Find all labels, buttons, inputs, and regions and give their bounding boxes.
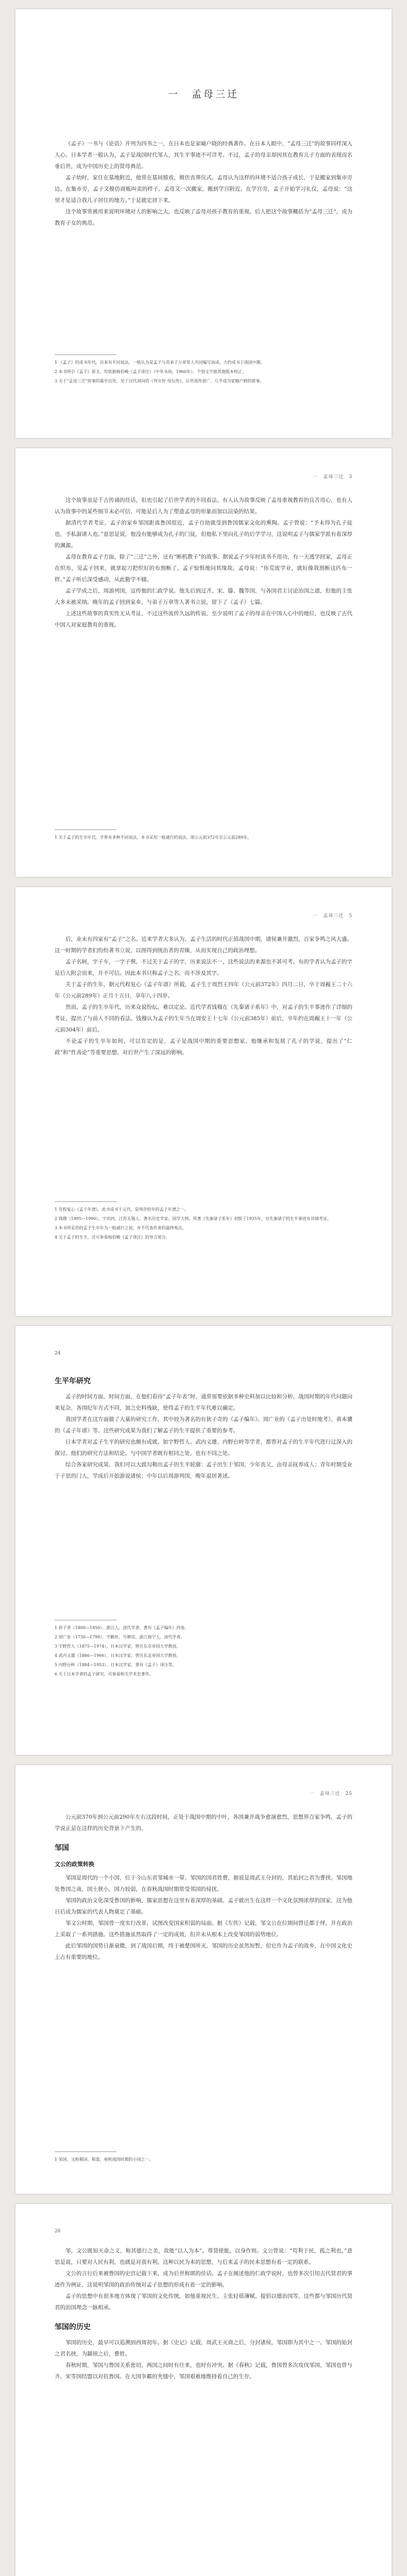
footnote: 6 关于日本学者的孟子研究，可参看相关学术史著作。 [55, 1672, 154, 1676]
page-5 [15, 1765, 392, 2194]
paragraph: 我国学者在这方面做了大量的研究工作，其中较为著名的有狄子奇的《孟子编年》、周广业的《孟子出处时地考》、黄本骥的《孟子年谱》等。这些研究成果为我们了解孟子的生平提供了重要的参考。 [55, 1416, 352, 1434]
paragraph: 这个故事常被用来说明环境对人的影响之大，也反映了孟母对孩子教育的重视。后人把这个故事概括为“孟母三迁”，成为教育子女的典范。 [55, 209, 352, 226]
paragraph: 邹，文公既知天命之义，称其德行之美，故能“以人为本”，尊贤使能，以身作则。文公曾说：“苟利于民，孤之利也。”意思是说，只要对人民有利，也就是对我有利。这种以民为本的思想，与后来孟子的民本思想有着一定的联系。 [55, 2248, 352, 2265]
paragraph: 孟子幼时，家住在墓地附近，他常在墓间嬉戏，模仿丧葬仪式。孟母认为这样的环境不适合孩子成长，于是搬家到集市旁边。在集市旁，孟子又模仿商贩叫卖的样子。孟母又一次搬家，搬到学宫附近。在学宫旁，孟子开始学习礼仪，孟母说：“这里才是适合我儿子居住的地方。”于是就定居下来。 [55, 175, 352, 204]
page-2-body [55, 495, 352, 631]
running-head: 一 孟母三迁 25 [309, 1791, 352, 1797]
running-head: 一 孟母三迁 5 [313, 913, 352, 919]
page-5-body [55, 1811, 352, 1963]
footnotes [55, 1196, 352, 1243]
page-3 [15, 887, 392, 1316]
paragraph: 邹国的历史，最早可以追溯到西周初年。据《史记》记载，周武王灭商之后，分封诸侯，邹国即为其中之一。邹国的始封之君名挟，为颛顼之后，曹姓。 [55, 2340, 352, 2357]
paragraph: 邹国的政治文化深受鲁国的影响，儒家思想在这里有着深厚的基础。孟子就出生在这样一个文化氛围浓厚的国家，这为他日后成为儒家的代表人物奠定了基础。 [55, 1897, 352, 1915]
footnote: 2 本书所引《孟子》原文，均依据杨伯峻《孟子译注》（中华书局，1960年），个别文字据其他版本校正。 [55, 369, 246, 374]
paragraph: 孟子的思想中有很多地方体现了邹国的文化传统，如他重视民生、主张轻徭薄赋、提倡以德治国等，这些都与邹国历代贤君的治国理念一脉相承。 [55, 2293, 352, 2311]
footnote: 1 见程复心《孟子年谱》，此书成书于元代，是现存较早的孟子年谱之一。 [55, 1207, 189, 1212]
section-heading: 邹国 [55, 1844, 69, 1852]
footnotes [55, 824, 352, 843]
paragraph: 邹文公时期，邹国曾一度实行改革，试图改变国家积弱的局面。据《左传》记载，邹文公在位期间曾迁都于绎，并在政治上采取了一系列措施。这些措施虽然取得了一定的成效，但并未从根本上改变邹国的弱势地位。 [55, 1920, 352, 1938]
footnote-divider [55, 2151, 116, 2152]
footnote-divider [55, 829, 116, 830]
footnote: 2 周广业（1730—1798），字勤补，号耕厓，浙江海宁人，清代学者。 [55, 1635, 185, 1639]
paragraph: 后，业未有四家有“孟子”之名。近来学者大多认为，孟子生活的时代正值战国中期，诸侯兼并激烈，百家争鸣之风大盛。这一时期的学者们纷纷著书立说，以图得到统治者的青睐，从而实现自己的政治理想。 [55, 936, 352, 954]
paragraph: 《孟子》一书与《论语》并列为四书之一，在日本也是家喻户晓的经典著作。在日本人眼中，“孟母三迁”的故事同样深入人心。日本学者一般认为，孟子是战国时代邹人，其生平事迹不可详考。不过，孟子的母亲却因其在教育儿子方面的表现而名垂后世，成为中国历史上的贤母典范。 [55, 141, 352, 170]
footnote: 1 关于孟子的生卒年代，学界有多种不同说法，本书采用一般通行的说法，即公元前372年至公元前289年。 [55, 835, 252, 840]
paragraph: 春秋时期，邹国与鲁国关系密切，两国之间时有往来，也时有冲突。据《春秋》记载，鲁国曾多次攻伐邹国，邹国也曾与齐、宋等国结盟以对抗鲁国。在大国争霸的夹缝中，邹国艰难地维持着自己的生存。 [55, 2362, 352, 2380]
paragraph: 日本学者对孟子生平的研究也颇有成就。如宇野哲人、武内义雄、内野台岭等学者，都曾对孟子的生平年代进行过深入的探讨。他们的研究方法和结论，与中国学者既有相同之处，也有不同之处。 [55, 1439, 352, 1456]
footnotes [55, 349, 352, 387]
footnote: 4 武内义雄（1886—1966），日本汉学家，曾任东北帝国大学教授。 [55, 1653, 181, 1658]
footnote-divider [55, 1201, 116, 1202]
paragraph: 孟子学成之后，周游列国，宣传他的仁政学说。他先后到过齐、宋、滕、魏等国，与各国君主讨论治国之道，但他的主张大多未被采纳。晚年的孟子回到家乡，与弟子万章等人著书立说，留下了《孟子》七篇。 [55, 588, 352, 605]
footnotes [55, 2146, 352, 2165]
page-1 [15, 9, 392, 438]
paragraph: 不论孟子的生卒年如何，可以肯定的是，孟子是战国中期的重要思想家，他继承和发展了孔子的学说，提出了“仁政”和“性善论”等重要思想，对后世产生了深远的影响。 [55, 1038, 352, 1056]
footnote: 2 钱穆（1895—1990），字宾四，江苏无锡人，著名历史学家、国学大师。所著《先秦诸子系年》初版于1935年，对先秦诸子的生平事迹有详细考证。 [55, 1216, 331, 1221]
page-1-body [55, 138, 352, 229]
page-number: 24 [55, 1351, 61, 1356]
footnote: 3 宇野哲人（1875—1974），日本汉学家，曾任东京帝国大学教授。 [55, 1644, 181, 1649]
footnote: 3 关于“孟母三迁”故事的最早出处，见于汉代刘向的《列女传·母仪传》，后世流传甚广，几乎成为家喻户晓的故事。 [55, 379, 264, 383]
paragraph: 公元前370年到公元前290年左右这段时间，正处于战国中期的中叶，各国兼并战争愈演愈烈，思想界百家争鸣，孟子的学说正是在这样的历史背景下产生的。 [55, 1814, 352, 1832]
paragraph: 关于孟子的生年，据元代程复心《孟子年谱》所载，孟子生于周烈王四年（公元前372年）四月二日，卒于周赧王二十六年（公元前289年）正月十五日，享年八十四岁。 [55, 981, 352, 999]
page-6-body [55, 2245, 352, 2382]
paragraph: 孟子的时间方面，时间方面，在他们看待“孟子年表”时，通常需要依据多种史料加以比较和分析。战国时期的年代问题向来复杂，各国纪年方式不同，加之史料残缺，使得孟子的生平年代难以确定。 [55, 1394, 352, 1411]
paragraph: 邹国是周代的一个小国，位于今山东省邹城市一带。邹国的国君姓曹，据说是周武王分封的，其始封之君为曹挟。邹国地处鲁国之南，国土狭小，国力较弱，在春秋战国时期常受邻国的侵扰。 [55, 1875, 352, 1892]
footnote-divider [55, 354, 116, 355]
paragraph: 综合各家研究成果，我们可以大致勾勒出孟子的生平轮廓：孟子出生于邹国，少年丧父，由母亲抚养成人；青年时期受业于子思的门人，学成后开始游说诸侯；中年以后周游列国，晚年退居著述。 [55, 1462, 352, 1479]
paragraph: 此后邹国的国势日渐衰微，到了战国后期，终于被楚国所灭。邹国的历史虽然短暂，但它作为孟子的故乡，在中国文化史上占有重要的地位。 [55, 1943, 352, 1960]
section-heading: 邹国的历史 [55, 2323, 91, 2331]
footnote: 1 狄子奇（1800—1850），浙江人，清代学者，著有《孟子编年》四卷。 [55, 1625, 189, 1630]
footnote: 3 本书所采用的孟子生卒年为一般通行之说，并不代表作者的最终观点。 [55, 1226, 186, 1230]
paragraph: 孟母在教育孟子方面，除了“三迁”之外，还有“断机教子”的故事。据说孟子少年时读书不用功，有一天逃学回家，孟母正在织布，见孟子回来，就拿起刀把织好的布割断了。孟子惊惧地问其缘故，孟母说：“你荒废学业，就好像我割断这匹布一样。”孟子听后深受感动，从此勤学不辍。 [55, 554, 352, 583]
page-3-body [55, 934, 352, 1058]
paragraph: 上述这些故事的真实性无从考证，不过这些流传久远的传说，至少说明了孟子的母亲在中国人心中的地位，也反映了古代中国人对家庭教育的重视。 [55, 611, 352, 628]
page-number: 26 [55, 2229, 61, 2234]
paragraph: 文公的言行后来被鲁国的史官记载下来，成为后世称颂的佳话。孟子在阐述他的仁政学说时，也曾多次引用古代贤君的事迹作为例证，这说明邹国的政治传统对孟子思想的形成有着一定的影响。 [55, 2270, 352, 2288]
chapter-title: 一 孟母三迁 [167, 89, 239, 100]
footnote: 5 内野台岭（1884—1953），日本汉学家，著有《孟子》译注等。 [55, 1663, 177, 1667]
page-2 [15, 448, 392, 877]
subsection-heading: 文公的政策转换 [55, 1861, 94, 1868]
paragraph: 孟子名轲，字子车，一字子舆，不过关于孟子的字，历来说法不一，这些说法的来源也不甚可考。有的学者认为孟子的字是后人附会而来，并不可信。因此本书只称孟子之名，而不涉及其字。 [55, 959, 352, 976]
page-4-body [55, 1367, 352, 1482]
paragraph: 这个故事虽是千古传诵的佳话，但也引起了后世学者的不同看法。有人认为故事反映了孟母重视教育的良苦用心，也有人认为故事中的某些细节未必可信，可能是后人为了塑造孟母的形象而加以渲染的结果。 [55, 497, 352, 515]
page-4 [15, 1326, 392, 1755]
page-6 [15, 2204, 392, 2576]
running-head: 一 孟母三迁 3 [313, 474, 352, 480]
footnote: 1 《孟子》的成书年代，历来有不同说法。一般认为是孟子与其弟子万章等人共同编写而成，大约成书于战国中期。 [55, 360, 265, 365]
footnotes [55, 1615, 352, 1680]
paragraph: 据清代学者考证，孟子的家乡邹国距离鲁国很近，孟子自幼就受到鲁国儒家文化的熏陶。孟子曾说：“予未得为孔子徒也，予私淑诸人也。”意思是说，他没有能够成为孔子的门徒，但他私下里向孔子的后学学习，这说明孟子与儒家学派有着深厚的渊源。 [55, 520, 352, 549]
footnote: 1 邹国，又称邾国、邾娄，春秋战国时期的小国之一。 [55, 2157, 154, 2162]
section-heading: 生平年研究 [55, 1377, 91, 1385]
footnote: 4 关于孟子的生平，还可参看杨伯峻《孟子译注》的导言部分。 [55, 1235, 170, 1240]
paragraph: 然而，孟子的生卒年代，历来众说纷纭，难以定论。近代学者钱穆在《先秦诸子系年》中，对孟子的生平事迹作了详细的考证，提出了与前人不同的看法。钱穆认为孟子的生年当在周安王十七年（公元前385年）前后，卒年约在周赧王十一年（公元前304年）前后。 [55, 1004, 352, 1033]
